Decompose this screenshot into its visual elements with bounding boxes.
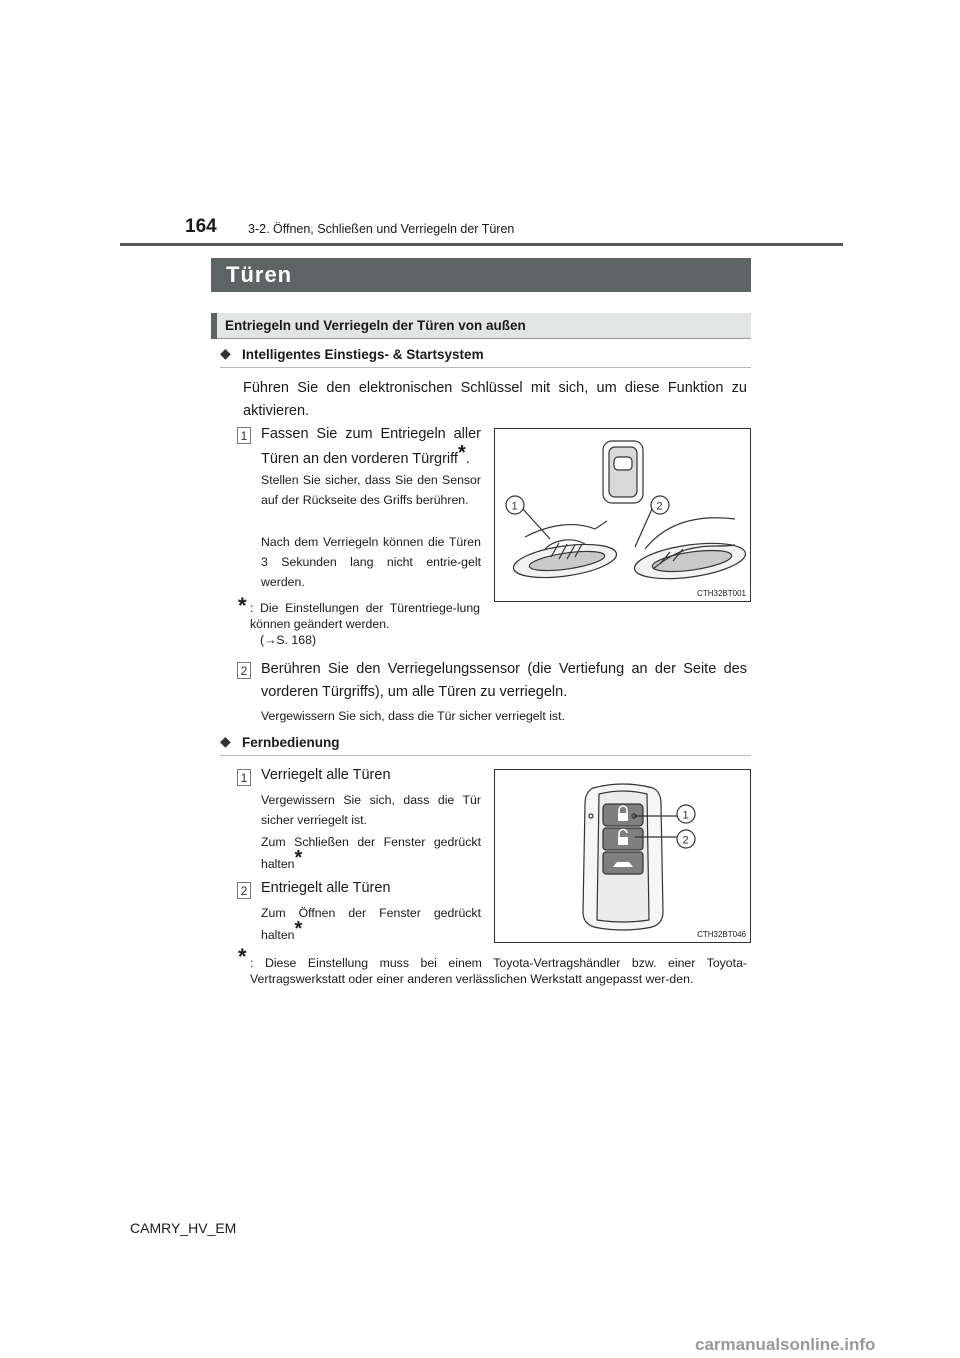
callout-1: 1 <box>511 500 518 513</box>
figure-code: CTH32BT001 <box>697 589 746 598</box>
remote-key-figure <box>494 769 751 943</box>
remote-heading-text: Fernbedienung <box>242 735 340 750</box>
footnote-marker: * <box>238 593 247 618</box>
subheading <box>211 313 751 339</box>
remote-step2-text: Entriegelt alle Türen <box>261 880 391 896</box>
smart-system-heading-text: Intelligentes Einstiegs- & Startsystem <box>242 347 484 362</box>
smart-step1-note2: Nach dem Verriegeln können die Türen 3 Sekunden lang nicht entrie-gelt werden. <box>261 535 481 589</box>
remote-step2-note: Zum Öffnen der Fenster gedrückt halten <box>261 906 481 942</box>
door-handle-illustration <box>495 429 750 601</box>
remote-footnote: : Diese Einstellung muss bei einem Toyota-Vertragshändler bzw. einer Toyota-Vertragswerkstatt oder einer anderen verlässlichen Werkstatt angepasst wer-den. <box>250 956 747 986</box>
watermark: carmanualsonline.info <box>695 1335 876 1354</box>
remote-step1-text: Verriegelt alle Türen <box>261 767 391 783</box>
footer-model-code: CAMRY_HV_EM <box>130 1220 237 1236</box>
footnote-star: * <box>294 847 303 869</box>
callout-1: 1 <box>682 809 689 822</box>
header-divider <box>120 243 843 246</box>
remote-step2-note-wrap <box>261 903 481 945</box>
remote-step1-note2-wrap <box>261 832 481 874</box>
step-number-2: 2 <box>237 882 251 899</box>
remote-step1-note2: Zum Schließen der Fenster gedrückt halten <box>261 835 481 871</box>
smart-step2-note: Vergewissern Sie sich, dass die Tür sicher verriegelt ist. <box>261 709 565 723</box>
section-title: 3-2. Öffnen, Schließen und Verriegeln der Türen <box>248 222 515 236</box>
page-number: 164 <box>185 216 217 237</box>
footnote-marker: * <box>238 944 247 969</box>
remote-step1-note1: Vergewissern Sie sich, dass die Tür sicher verriegelt ist. <box>261 793 481 827</box>
subheading-marker <box>211 313 217 339</box>
step-number-2: 2 <box>237 662 251 679</box>
smart-system-intro: Führen Sie den elektronischen Schlüssel mit sich, um diese Funktion zu aktivieren. <box>243 380 747 419</box>
step-number-1: 1 <box>237 769 251 786</box>
smart-step2-text: Berühren Sie den Verriegelungssensor (die Vertiefung an der Seite des vorderen Türgriffs), um alle Türen zu verriegeln. <box>261 661 747 700</box>
smart-footnote: : Die Einstellungen der Türentriege-lung können geändert werden. <box>250 601 480 631</box>
diamond-icon: ◆ <box>220 733 231 749</box>
page-title: Türen <box>211 258 751 292</box>
footnote-star: * <box>294 918 303 940</box>
subheading-text: Entriegeln und Verriegeln der Türen von außen <box>225 318 526 333</box>
callout-2: 2 <box>656 500 663 513</box>
step-number-1: 1 <box>237 427 251 444</box>
footnote-star: * <box>457 442 466 464</box>
smart-footnote-ref: (→S. 168) <box>260 633 317 647</box>
smart-system-heading <box>220 345 751 368</box>
remote-heading <box>220 733 751 756</box>
smart-step1-label: Fassen Sie zum Entriegeln aller Türen an den vorderen Türgriff <box>261 426 481 467</box>
smart-step1-end: . <box>465 451 470 467</box>
callout-2: 2 <box>682 834 689 847</box>
door-handle-figure <box>494 428 751 602</box>
smart-step1-text <box>261 423 481 471</box>
figure-code: CTH32BT046 <box>697 930 746 939</box>
remote-key-illustration <box>495 770 750 942</box>
smart-step1-note1: Stellen Sie sicher, dass Sie den Sensor auf der Rückseite des Griffs berühren. <box>261 473 481 507</box>
diamond-icon: ◆ <box>220 345 231 361</box>
